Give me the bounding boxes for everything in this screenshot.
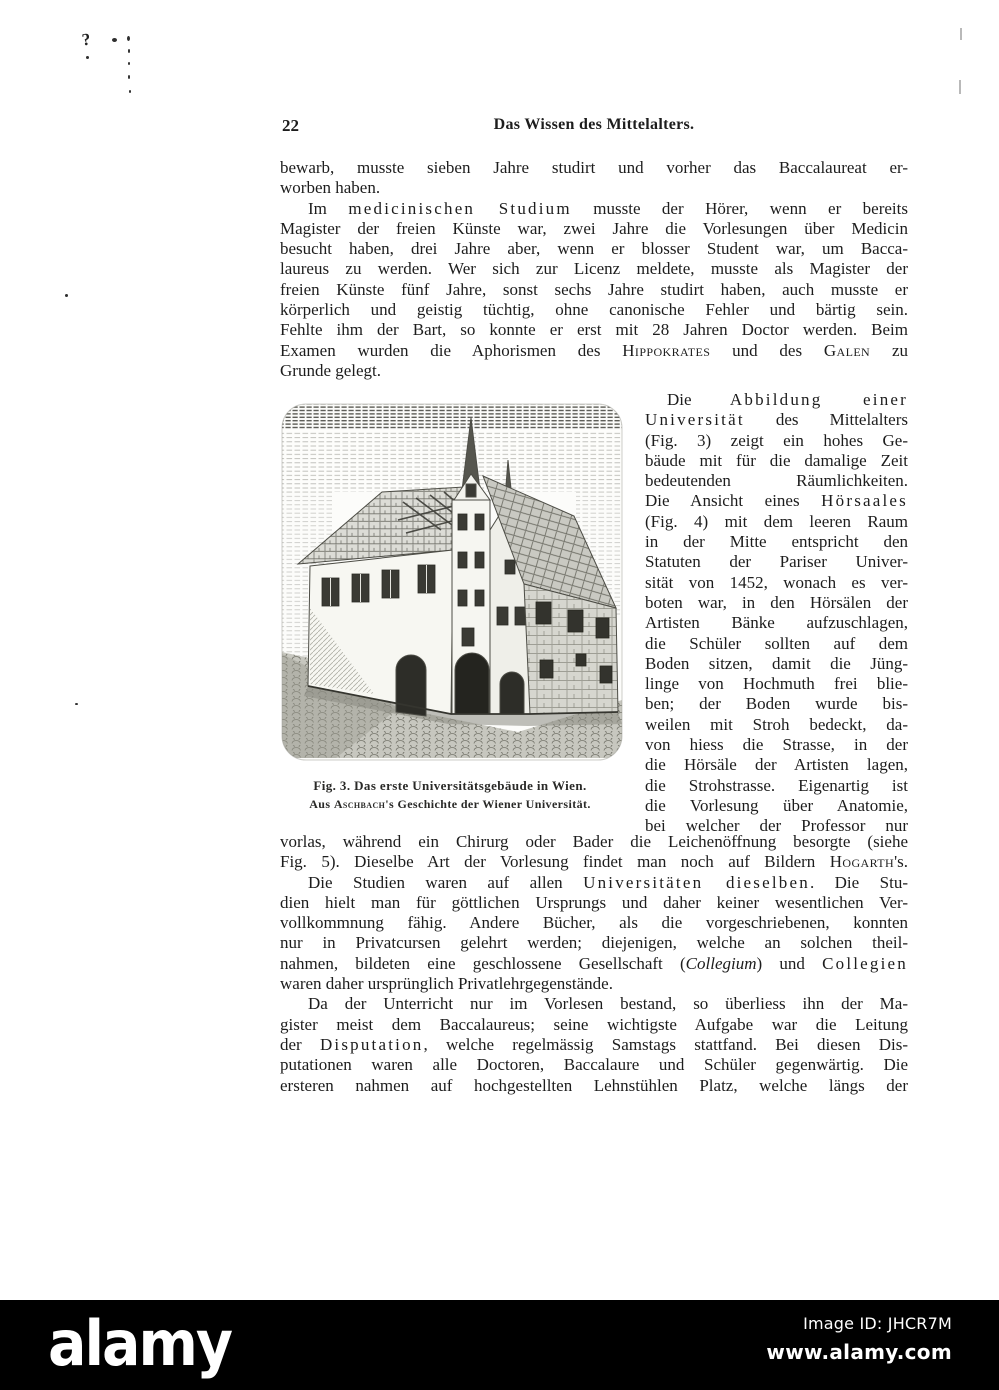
text-line: waren daher ursprünglich Privatlehrgegenstände. bbox=[280, 974, 613, 994]
scan-speck bbox=[65, 294, 68, 297]
text-line: Statuten der Pariser Univer- bbox=[645, 552, 908, 572]
page-number: 22 bbox=[282, 116, 299, 135]
running-title: Das Wissen des Mittelalters. bbox=[493, 116, 695, 133]
running-head bbox=[280, 116, 908, 138]
alamy-watermark-bar bbox=[0, 1300, 999, 1390]
text-line: Magister der freien Künste war, zwei Jahre die Vorlesungen über Medicin bbox=[280, 218, 908, 238]
text-line: worben haben. bbox=[280, 178, 381, 198]
image-id-text: Image ID: JHCR7M bbox=[803, 1314, 952, 1333]
scan-speck bbox=[128, 75, 130, 79]
text-line: nahmen, bildeten eine geschlossene Gesellschaft (Collegium) und Collegien bbox=[280, 953, 908, 973]
text-line: Im medicinischen Studium musste der Hörer, wenn er bereits bbox=[308, 198, 908, 218]
scan-edge-mark bbox=[959, 80, 961, 94]
text-line: bewarb, musste sieben Jahre studirt und vorher das Baccalaureat er- bbox=[280, 158, 908, 177]
text-line: gister meist dem Baccalaureus; seine wichtigste Aufgabe war die Leitung bbox=[280, 1014, 908, 1034]
scan-speck bbox=[112, 38, 117, 42]
text-line: Universität des Mittelalters bbox=[645, 410, 908, 430]
text-line: dien hielt man für göttlichen Ursprungs und daher keiner wesentlichen Ver- bbox=[280, 892, 908, 912]
scan-ink-mark: ? bbox=[80, 29, 92, 50]
text-line: in der Mitte entspricht den bbox=[645, 532, 908, 552]
text-line: bäude mit für die damalige Zeit bbox=[645, 450, 908, 470]
text-line: (Fig. 4) mit dem leeren Raum bbox=[645, 511, 908, 531]
text-line: sität von 1452, wonach es ver- bbox=[645, 572, 908, 592]
figure-caption bbox=[274, 776, 626, 814]
text-line: Fig. 3. Das erste Universitätsgebäude in Wien. bbox=[313, 778, 587, 793]
text-line: vollkommnung fähig. Andere Bücher, als die vorgeschriebenen, konnten bbox=[280, 913, 908, 933]
text-line: Examen wurden die Aphorismen des Hippokrates und des Galen zu bbox=[280, 340, 908, 360]
paragraph-block-top bbox=[280, 158, 908, 381]
university-building-engraving bbox=[278, 402, 626, 763]
text-line: ersteren nahmen auf hochgestellten Lehnstühlen Platz, welche längs der bbox=[280, 1075, 908, 1095]
text-line: Fehlte ihm der Bart, so konnte er erst mit 28 Jahren Doctor werden. Beim bbox=[280, 320, 908, 340]
scan-speck bbox=[75, 703, 78, 705]
text-line: freien Künste fünf Jahre, sonst sechs Jahre studirt haben, auch musste er bbox=[280, 279, 908, 299]
text-line: bei welcher der Professor nur bbox=[645, 816, 908, 836]
text-line: Artisten Bänke aufzuschlagen, bbox=[645, 613, 908, 633]
scan-speck bbox=[128, 62, 130, 65]
text-line: laureus zu werden. Wer sich zur Licenz meldete, musste als Magister der bbox=[280, 259, 908, 279]
text-line: Die Studien waren auf allen Universitäten dieselben. Die Stu- bbox=[308, 872, 908, 892]
alamy-logo: alamy bbox=[48, 1308, 232, 1381]
paragraph-block-bottom bbox=[280, 832, 908, 1096]
scan-speck bbox=[129, 90, 131, 93]
scan-edge-mark bbox=[960, 28, 962, 40]
text-line: körperlich und geistig tüchtig, ohne canonische Fehler und bärtig sein. bbox=[280, 300, 908, 320]
text-line: Die Abbildung einer bbox=[667, 390, 908, 409]
text-line: die Strohstrasse. Eigenartig ist bbox=[645, 775, 908, 795]
text-line: vorlas, während ein Chirurg oder Bader die Leichenöffnung besorgte (siehe bbox=[280, 832, 908, 851]
text-line: boten war, in den Hörsälen der bbox=[645, 592, 908, 612]
figure-3-engraving bbox=[278, 402, 626, 763]
text-line: Die Ansicht eines Hörsaales bbox=[645, 491, 908, 511]
text-line: Fig. 5). Dieselbe Art der Vorlesung findet man noch auf Bildern Hogarth's. bbox=[280, 852, 908, 872]
scan-speck bbox=[86, 56, 89, 59]
text-line: nur in Privatcursen gelehrt werden; diejenigen, welche an solchen theil- bbox=[280, 933, 908, 953]
text-line: ben; der Boden wurde bis- bbox=[645, 694, 908, 714]
text-line: der Disputation, welche regelmässig Samstags stattfand. Bei diesen Dis- bbox=[280, 1034, 908, 1054]
text-line: putationen waren alle Doctoren, Baccalaure und Schüler gegenwärtig. Die bbox=[280, 1055, 908, 1075]
alamy-url-text: www.alamy.com bbox=[766, 1340, 952, 1364]
text-line: von hiess die Strasse, in der bbox=[645, 735, 908, 755]
scan-speck bbox=[127, 36, 130, 41]
text-line: die Hörsäle der Artisten lagen, bbox=[645, 755, 908, 775]
scan-speck bbox=[128, 49, 130, 53]
text-line: Boden sitzen, damit die Jüng- bbox=[645, 653, 908, 673]
text-line: Da der Unterricht nur im Vorlesen bestand, so überliess ihn der Ma- bbox=[308, 994, 908, 1014]
footer-right-info bbox=[766, 1314, 952, 1364]
text-line: bedeutenden Räumlichkeiten. bbox=[645, 471, 908, 491]
text-line: (Fig. 3) zeigt ein hohes Ge- bbox=[645, 430, 908, 450]
text-line: Aus Aschbach's Geschichte der Wiener Universität. bbox=[309, 797, 591, 811]
text-line: die Schüler sollten auf dem bbox=[645, 633, 908, 653]
text-line: linge von Hochmuth frei blie- bbox=[645, 674, 908, 694]
text-line: besucht haben, drei Jahre aber, wenn er blosser Student war, um Bacca- bbox=[280, 239, 908, 259]
paragraph-column-right bbox=[645, 390, 908, 837]
text-line: Grunde gelegt. bbox=[280, 360, 382, 380]
text-line: die Vorlesung über Anatomie, bbox=[645, 795, 908, 815]
text-line: weilen mit Stroh bedeckt, da- bbox=[645, 714, 908, 734]
